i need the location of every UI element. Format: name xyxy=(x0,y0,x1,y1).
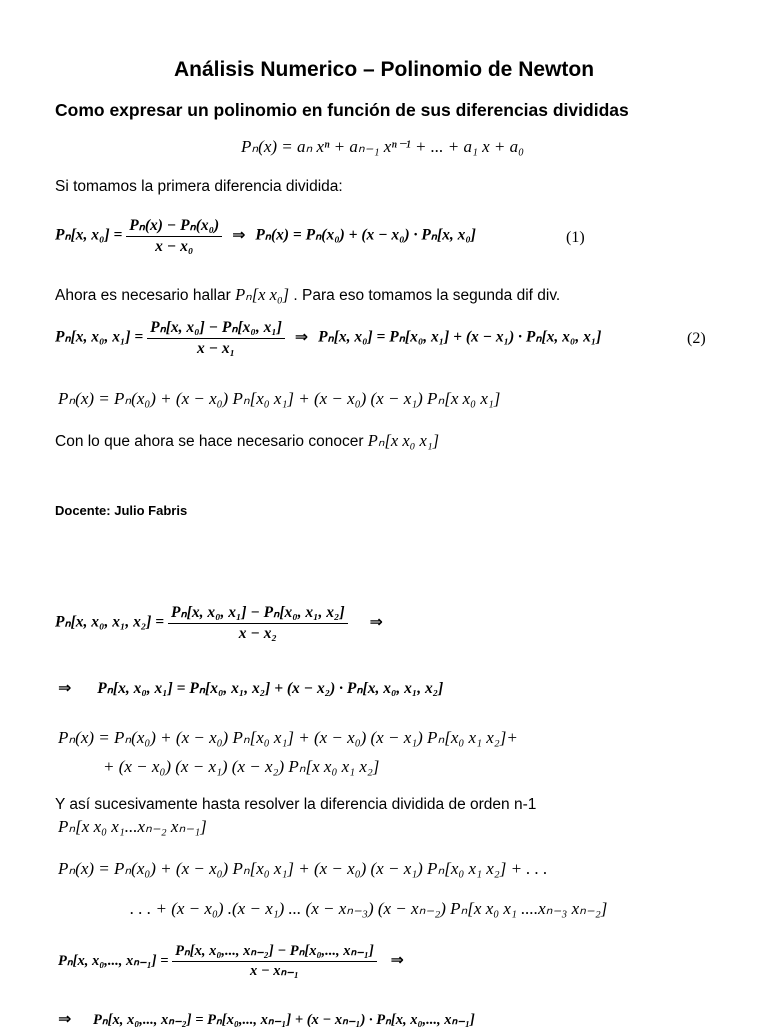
paragraph-second-difference xyxy=(55,285,560,305)
eq2-numerator: Pₙ[x, x₀] − Pₙ[x₀, x₁] xyxy=(150,319,282,336)
equation-1 xyxy=(55,216,476,256)
equation-2 xyxy=(55,318,601,358)
docente-label: Docente: Julio Fabris xyxy=(55,503,188,518)
eq1-lhs: Pₙ[x, x₀] = xyxy=(55,226,123,244)
eq9-denominator: x − xₙ₋₁ xyxy=(172,961,377,980)
equation-6-line-2: + (x − x₀) (x − x₁) (x − x₂) Pₙ[x x₀ x₁ x₂] xyxy=(103,757,380,776)
equation-9 xyxy=(58,943,410,980)
equation-1-number: (1) xyxy=(566,229,585,246)
implies-arrow: ⇒ xyxy=(58,678,72,697)
eq1-numerator: Pₙ(x) − Pₙ(x₀) xyxy=(129,217,220,234)
inline-math: Pₙ[x x₀] xyxy=(235,285,290,304)
implies-arrow: ⇒ xyxy=(58,1009,72,1028)
inline-math: Pₙ[x x₀ x₁] xyxy=(367,431,439,450)
eq1-rhs: Pₙ(x) = Pₙ(x₀) + (x − x₀) · Pₙ[x, x₀] xyxy=(255,226,476,244)
equation-5 xyxy=(58,678,443,698)
implies-arrow: ⇒ xyxy=(390,949,404,969)
eq2-lhs: Pₙ[x, x₀, x₁] = xyxy=(55,328,144,346)
paragraph-successively: Y así sucesivamente hasta resolver la diferencia dividida de orden n-1 xyxy=(55,796,537,813)
paragraph-text: . Para eso tomamos la segunda dif div. xyxy=(293,287,561,304)
eq2-rhs: Pₙ[x, x₀] = Pₙ[x₀, x₁] + (x − x₁) · Pₙ[x, x₀, x₁] xyxy=(318,328,602,346)
implies-arrow: ⇒ xyxy=(232,224,246,244)
paragraph-text: Con lo que ahora se hace necesario conocer xyxy=(55,433,364,450)
polynomial-equation: Pₙ(x) = aₙ xⁿ + aₙ₋₁ xⁿ⁻¹ + ... + a₁ x + a₀ xyxy=(241,137,525,156)
paragraph-first-difference: Si tomamos la primera diferencia dividida: xyxy=(55,178,343,195)
eq1-fraction xyxy=(126,216,222,256)
equation-3: Pₙ(x) = Pₙ(x₀) + (x − x₀) Pₙ[x₀ x₁] + (x − x₀) (x − x₁) Pₙ[x x₀ x₁] xyxy=(58,389,501,408)
eq4-numerator: Pₙ[x, x₀, x₁] − Pₙ[x₀, x₁, x₂] xyxy=(171,604,345,621)
eq1-denominator: x − x₀ xyxy=(126,236,222,256)
eq10-rhs: Pₙ[x, x₀,..., xₙ₋₂] = Pₙ[x₀,..., xₙ₋₁] + (x − xₙ₋₁) · Pₙ[x, x₀,..., xₙ₋₁] xyxy=(93,1012,475,1028)
equation-8-line-2: . . . + (x − x₀) .(x − x₁) ... (x − xₙ₋₃) (x − xₙ₋₂) Pₙ[x x₀ x₁ ....xₙ₋₃ xₙ₋₂] xyxy=(130,899,608,918)
eq9-numerator: Pₙ[x, x₀,..., xₙ₋₂] − Pₙ[x₀,..., xₙ₋₁] xyxy=(175,943,374,959)
page-title: Análisis Numerico – Polinomio de Newton xyxy=(173,58,595,81)
eq4-lhs: Pₙ[x, x₀, x₁, x₂] = xyxy=(55,613,165,631)
equation-6-line-1: Pₙ(x) = Pₙ(x₀) + (x − x₀) Pₙ[x₀ x₁] + (x − x₀) (x − x₁) Pₙ[x₀ x₁ x₂]+ xyxy=(58,728,518,747)
implies-arrow: ⇒ xyxy=(369,611,383,631)
paragraph-need-to-know xyxy=(55,431,439,451)
section-subtitle: Como expresar un polinomio en función de sus diferencias divididas xyxy=(55,100,629,120)
eq9-fraction xyxy=(172,943,377,980)
eq5-rhs: Pₙ[x, x₀, x₁] = Pₙ[x₀, x₁, x₂] + (x − x₂) · Pₙ[x, x₀, x₁, x₂] xyxy=(97,680,444,697)
equation-4 xyxy=(55,603,389,643)
equation-2-number: (2) xyxy=(687,330,706,347)
paragraph-text: Ahora es necesario hallar xyxy=(55,287,231,304)
eq9-lhs: Pₙ[x, x₀,..., xₙ₋₁] = xyxy=(58,952,169,969)
eq4-denominator: x − x₂ xyxy=(168,623,348,643)
equation-10 xyxy=(58,1009,475,1029)
eq4-fraction xyxy=(168,603,348,643)
eq2-denominator: x − x₁ xyxy=(147,338,285,358)
implies-arrow: ⇒ xyxy=(294,326,309,346)
equation-8-line-1: Pₙ(x) = Pₙ(x₀) + (x − x₀) Pₙ[x₀ x₁] + (x − x₀) (x − x₁) Pₙ[x₀ x₁ x₂] + . . . xyxy=(58,859,548,878)
eq2-fraction xyxy=(147,318,285,358)
equation-7: Pₙ[x x₀ x₁...xₙ₋₂ xₙ₋₁] xyxy=(58,817,207,836)
